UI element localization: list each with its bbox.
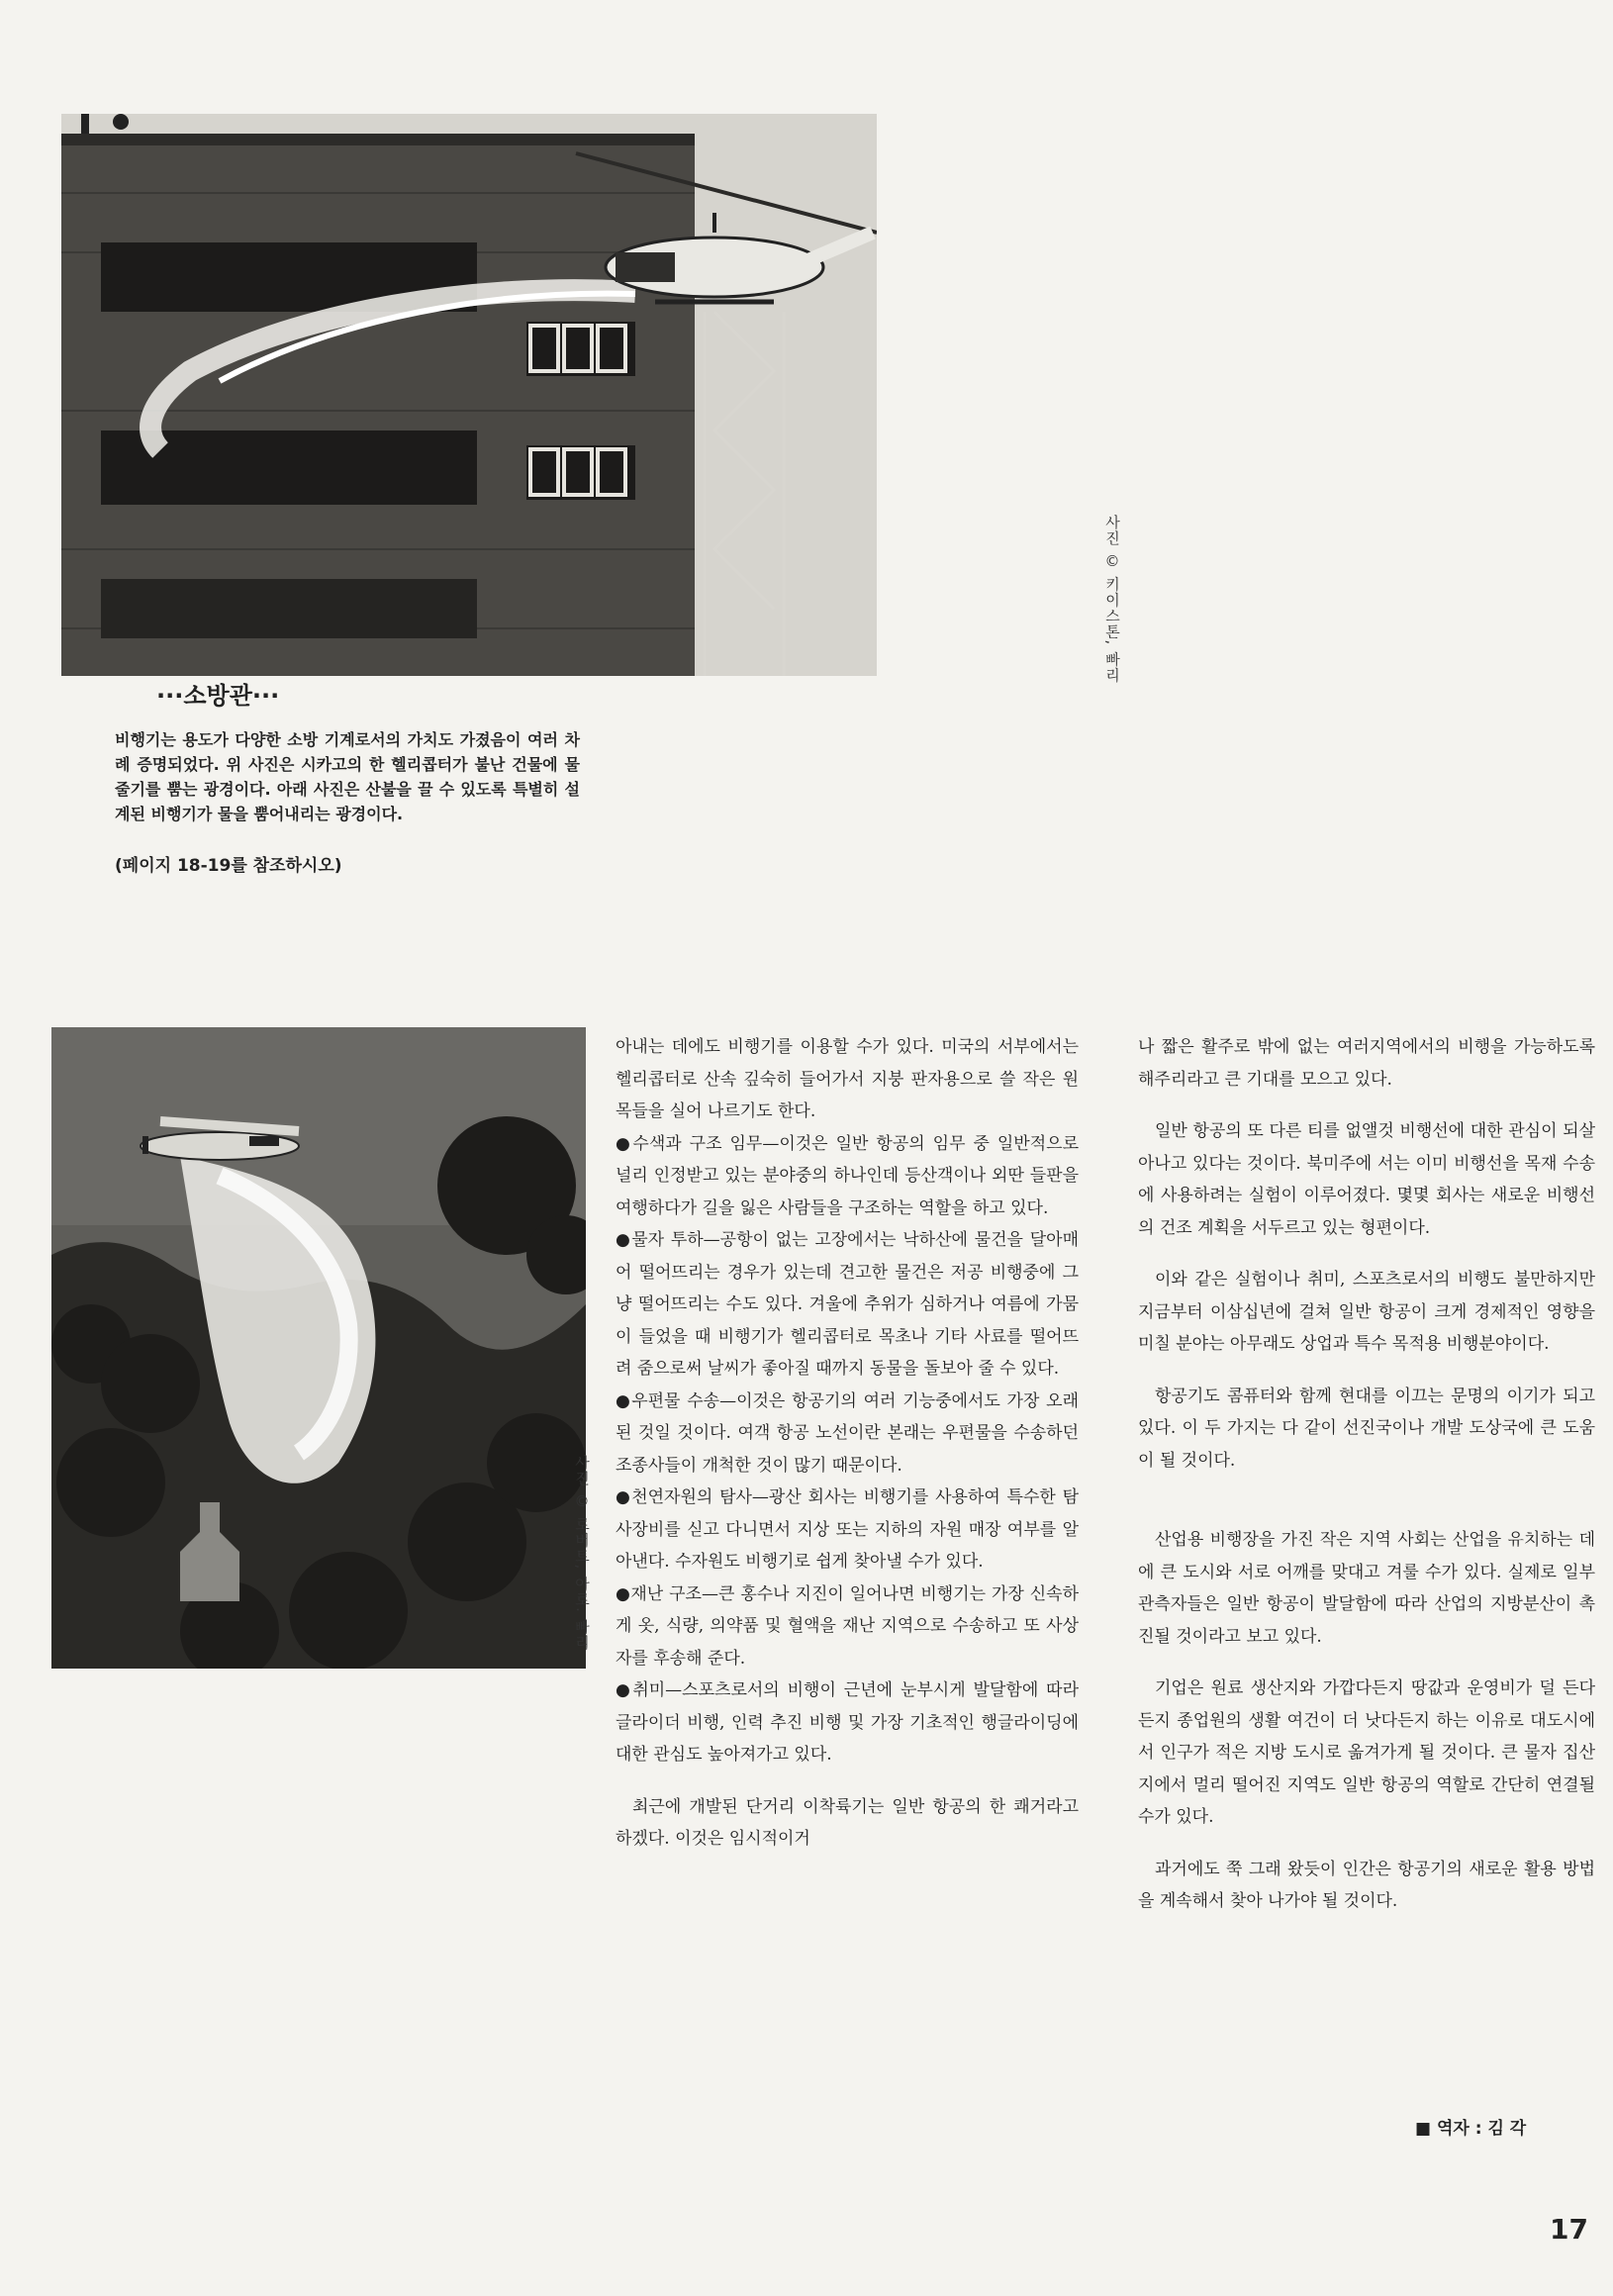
helicopter-photo-illustration <box>61 114 877 676</box>
translator-credit: ■ 역자 : 김 각 <box>1415 2119 1527 2139</box>
paragraph: 이와 같은 실험이나 취미, 스포츠로서의 비행도 불만하지만 지금부터 이삼십년에 걸쳐 일반 항공이 크게 경제적인 영향을 미칠 분야는 아무래도 상업과 특수 목적용 비행분야이다. <box>1138 1270 1595 1354</box>
paragraph: 기업은 원료 생산지와 가깝다든지 땅값과 운영비가 덜 든다든지 종업원의 생활 여건이 더 낫다든지 하는 이유로 대도시에서 인구가 적은 지방 도시로 옮겨가게 될 것이다. 큰 물자 집산지에서 멀리 떨어진 지역도 일반 항공의 역할로 간단히 연결될 수가 있다. <box>1138 1678 1595 1827</box>
paragraph: 일반 항공의 또 다른 티를 없앨것 비행선에 대한 관심이 되살아나고 있다는 것이다. 북미주에 서는 이미 비행선을 목재 수송에 사용하려는 실험이 이루어졌다. 몇몇 회사는 새로운 비행선의 건조 계획을 서두르고 있는 형편이다. <box>1138 1121 1595 1238</box>
paragraph: 과거에도 쭉 그래 왔듯이 인간은 항공기의 새로운 활용 방법을 계속해서 찾아 나가야 될 것이다. <box>1138 1859 1595 1911</box>
caption-title: ···소방관··· <box>156 682 280 710</box>
paragraph: 나 짧은 활주로 밖에 없는 여러지역에서의 비행을 가능하도록 해주리라고 큰 기대를 모으고 있다. <box>1138 1037 1595 1090</box>
article-column-middle <box>616 1031 1079 1856</box>
paragraph: 항공기도 콤퓨터와 함께 현대를 이끄는 문명의 이기가 되고 있다. 이 두 가지는 다 같이 선진국이나 개발 도상국에 큰 도움이 될 것이다. <box>1138 1386 1595 1471</box>
paragraph: ●천연자원의 탐사—광산 회사는 비행기를 사용하여 특수한 탐사장비를 싣고 다니면서 지상 또는 지하의 자원 매장 여부를 알아낸다. 수자원도 비행기로 쉽게 찾아낼 수가 있다. <box>616 1487 1079 1572</box>
paragraph: 최근에 개발된 단거리 이착륙기는 일반 항공의 한 쾌거라고 하겠다. 이것은 임시적이거 <box>616 1796 1079 1849</box>
photo-credit-bottom: 사진 © 로버트, 아로. 빠리 <box>573 1455 591 1651</box>
paragraph: ●취미—스포츠로서의 비행이 근년에 눈부시게 발달함에 따라 글라이더 비행, 인력 추진 비행 및 가장 기초적인 행글라이딩에 대한 관심도 높아져가고 있다. <box>616 1680 1079 1765</box>
paragraph: 아내는 데에도 비행기를 이용할 수가 있다. 미국의 서부에서는 헬리콥터로 산속 깊숙히 들어가서 지붕 판자용으로 쓸 작은 원목들을 실어 나르기도 한다. <box>616 1037 1079 1121</box>
paragraph: ●우편물 수송—이것은 항공기의 여러 기능중에서도 가장 오래된 것일 것이다. 여객 항공 노선이란 본래는 우편물을 수송하던 조종사들이 개척한 것이 많기 때문이다. <box>616 1390 1079 1476</box>
photo-helicopter-firefighting <box>61 114 877 676</box>
page-number: 17 <box>1550 2213 1588 2246</box>
paragraph: ●수색과 구조 임무—이것은 일반 항공의 임무 중 일반적으로 널리 인정받고 있는 분야중의 하나인데 등산객이나 외딴 들판을 여행하다가 길을 잃은 사람들을 구조하는 역할을 하고 있다. <box>616 1133 1079 1218</box>
caption-body: 비행기는 용도가 다양한 소방 기계로서의 가치도 가졌음이 여러 차례 증명되었다. 위 사진은 시카고의 한 헬리콥터가 불난 건물에 물줄기를 뿜는 광경이다. 아래 사진은 산불을 끌 수 있도록 특별히 설계된 비행기가 물을 뿜어내리는 광경이다. <box>115 730 580 823</box>
photo-water-bomber <box>51 1027 586 1669</box>
paragraph: ●물자 투하—공항이 없는 고장에서는 낙하산에 물건을 달아매어 떨어뜨리는 경우가 있는데 견고한 물건은 저공 비행중에 그냥 떨어뜨리는 수도 있다. 겨울에 추위가 심하거나 여름에 가뭄이 들었을 때 비행기가 헬리콥터로 목초나 기타 사료를 떨어뜨려 줌으로써 날씨가 좋아질 때까지 동물을 돌보아 줄 수 있다. <box>616 1230 1079 1379</box>
caption-page-reference: (페이지 18-19를 참조하시오) <box>115 856 342 876</box>
water-bomber-photo-illustration <box>51 1027 586 1669</box>
photo-credit-top: 사진 © 키이스톤, 빠리 <box>1103 515 1121 684</box>
paragraph: 산업용 비행장을 가진 작은 지역 사회는 산업을 유치하는 데에 큰 도시와 서로 어깨를 맞대고 겨룰 수가 있다. 실제로 일부 관측자들은 일반 항공이 발달함에 따라 산업의 지방분산이 촉진될 것이라고 보고 있다. <box>1138 1530 1595 1647</box>
article-column-right <box>1138 1031 1595 1918</box>
paragraph: ●재난 구조—큰 홍수나 지진이 일어나면 비행기는 가장 신속하게 옷, 식량, 의약품 및 혈액을 재난 지역으로 수송하고 또 사상자를 후송해 준다. <box>616 1583 1079 1669</box>
